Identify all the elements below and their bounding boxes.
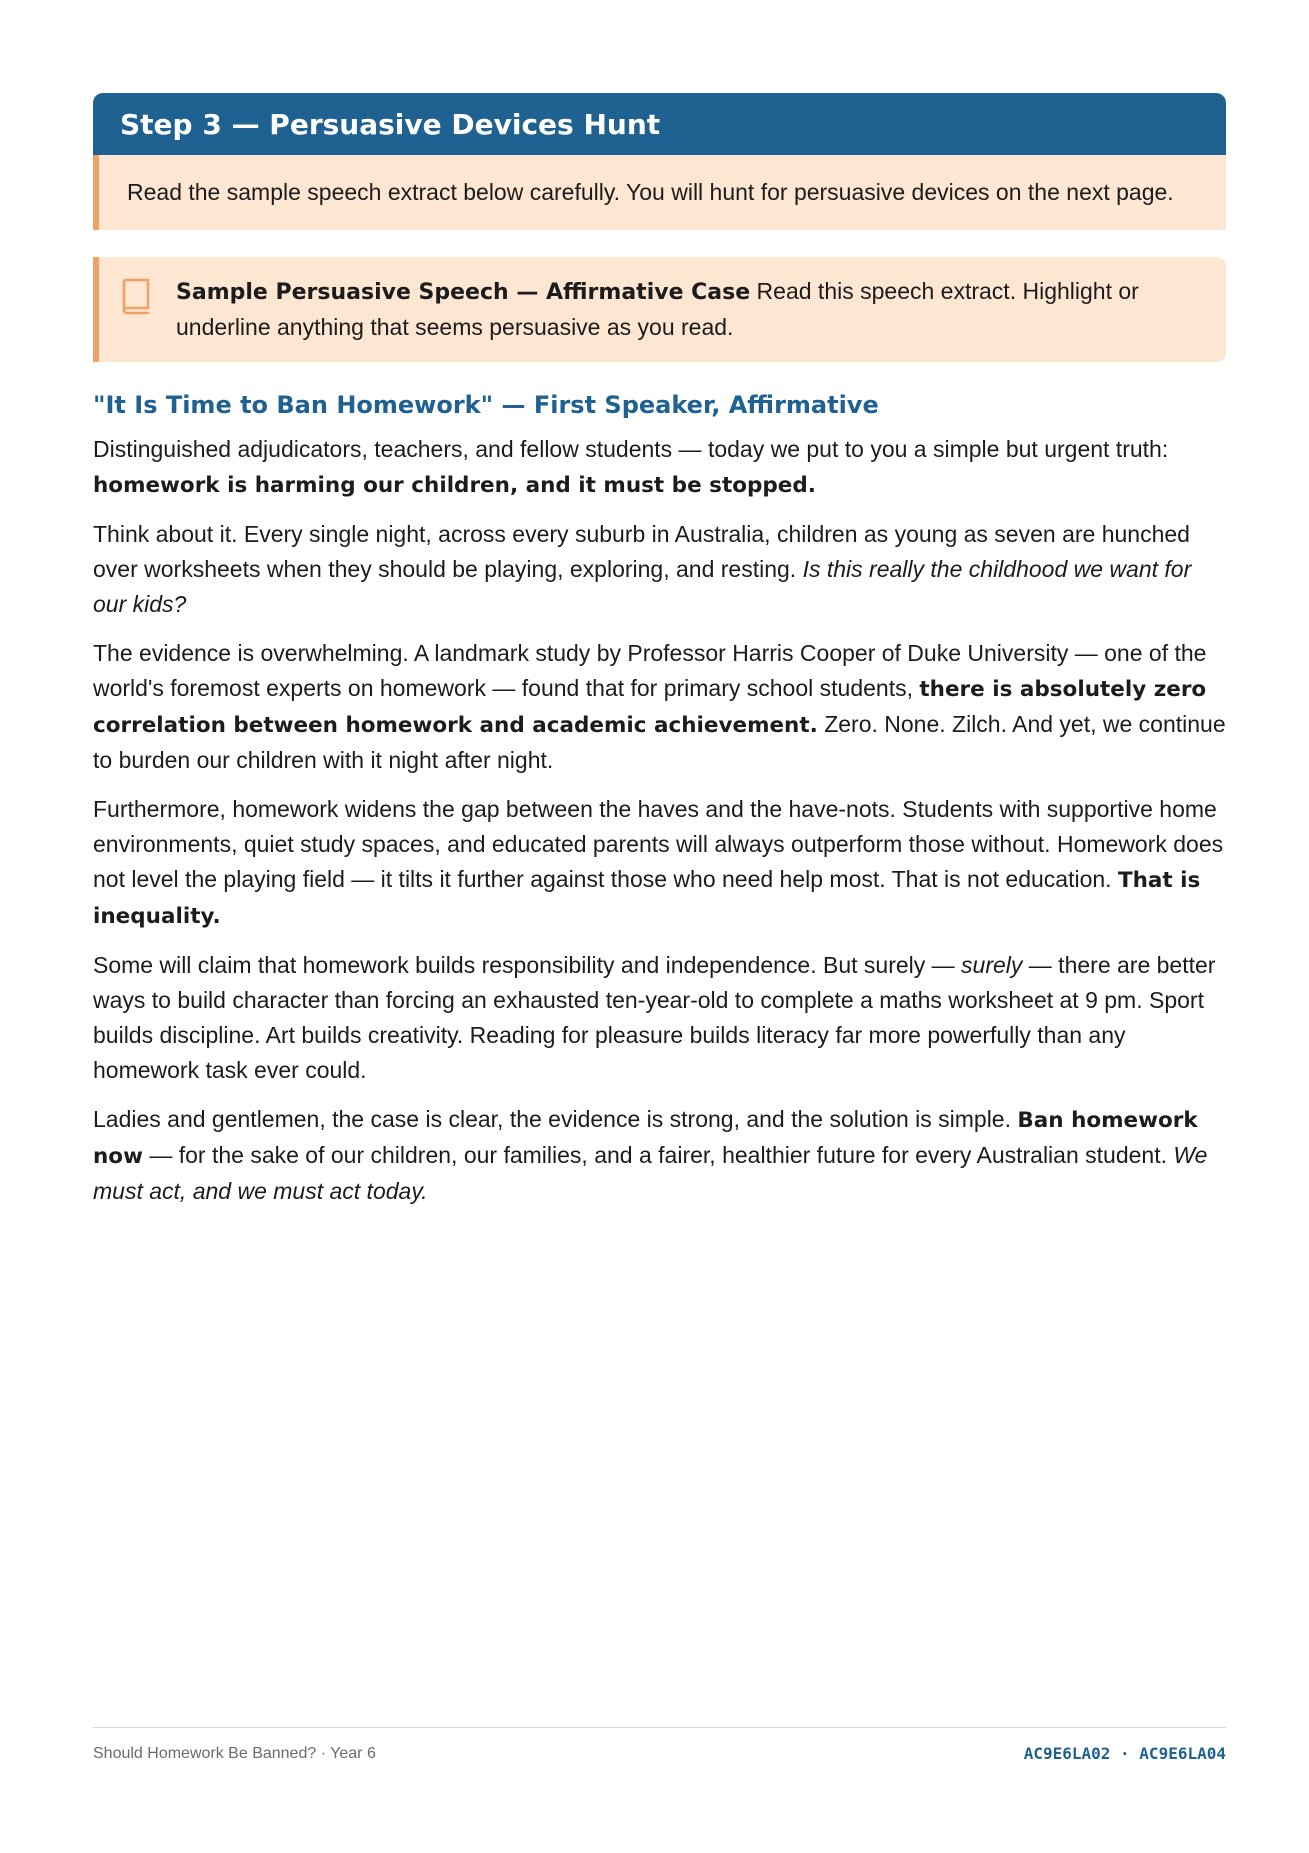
page-footer bbox=[93, 1727, 1226, 1763]
speech-paragraph-3 bbox=[93, 636, 1226, 778]
step-header bbox=[93, 93, 1226, 155]
worksheet-page bbox=[93, 93, 1226, 1209]
curriculum-codes: AC9E6LA02 · AC9E6LA04 bbox=[1023, 1744, 1226, 1763]
p4-bold: That is inequality. bbox=[93, 868, 1201, 929]
p3-bold: there is absolutely zero correlation between homework and academic achievement. bbox=[93, 677, 1207, 738]
p6-text-mid: — for the sake of our children, our families, and a fairer, healthier future for every Australian student. bbox=[142, 1142, 1174, 1168]
intro-text: Read the sample speech extract below carefully. You will hunt for persuasive devices on the next page. bbox=[127, 179, 1174, 205]
step-title: Step 3 — Persuasive Devices Hunt bbox=[120, 107, 661, 141]
p6-italic: We must act, and we must act today. bbox=[93, 1142, 1208, 1204]
p2-italic: Is this really the childhood we want for our kids? bbox=[93, 556, 1192, 617]
p1-text: Distinguished adjudicators, teachers, and fellow students — today we put to you a simple but urgent truth: bbox=[93, 436, 1169, 462]
footer-title: Should Homework Be Banned? · Year 6 bbox=[93, 1744, 376, 1762]
callout-text: Read this speech extract. Highlight or underline anything that seems persuasive as you read. bbox=[176, 278, 1139, 340]
speech-paragraph-6 bbox=[93, 1102, 1226, 1209]
p5-text-end: — there are better ways to build character than forcing an exhausted ten-year-old to complete a maths worksheet at 9 pm. Sport builds discipline. Art builds creativity. Reading for pleasure builds literacy far more powerfully than any homework task ever could. bbox=[93, 952, 1216, 1083]
intro-box bbox=[93, 155, 1226, 230]
speech-paragraph-4 bbox=[93, 792, 1226, 934]
p3-text-end: Zero. None. Zilch. And yet, we continue to burden our children with it night after night. bbox=[93, 711, 1226, 773]
speech-paragraph-5 bbox=[93, 948, 1226, 1088]
speech-paragraph-2 bbox=[93, 517, 1226, 622]
book-icon bbox=[120, 278, 152, 316]
p6-bold: Ban homework now bbox=[93, 1108, 1198, 1169]
p4-text: Furthermore, homework widens the gap between the haves and the have-nots. Students with supportive home environments, quiet study spaces, and educated parents will always outperform those without. Homework does not level the playing field — it tilts it further against those who need help most. That is not education. bbox=[93, 796, 1224, 892]
p6-text: Ladies and gentlemen, the case is clear, the evidence is strong, and the solution is simple. bbox=[93, 1106, 1018, 1132]
p2-text: Think about it. Every single night, across every suburb in Australia, children as young as seven are hunched over worksheets when they should be playing, exploring, and resting. bbox=[93, 521, 1190, 582]
p3-text: The evidence is overwhelming. A landmark study by Professor Harris Cooper of Duke University — one of the world's foremost experts on homework — found that for primary school students, bbox=[93, 640, 1207, 701]
p1-bold: homework is harming our children, and it must be stopped. bbox=[93, 473, 816, 498]
callout-body bbox=[176, 274, 1198, 345]
speech-title: "It Is Time to Ban Homework" — First Speaker, Affirmative bbox=[93, 391, 879, 419]
callout-title: Sample Persuasive Speech — Affirmative Case bbox=[176, 280, 751, 305]
p5-italic: surely bbox=[961, 952, 1023, 978]
p5-text: Some will claim that homework builds responsibility and independence. But surely — bbox=[93, 952, 962, 978]
speech-callout bbox=[93, 257, 1226, 362]
speech-paragraph-1 bbox=[93, 432, 1226, 503]
